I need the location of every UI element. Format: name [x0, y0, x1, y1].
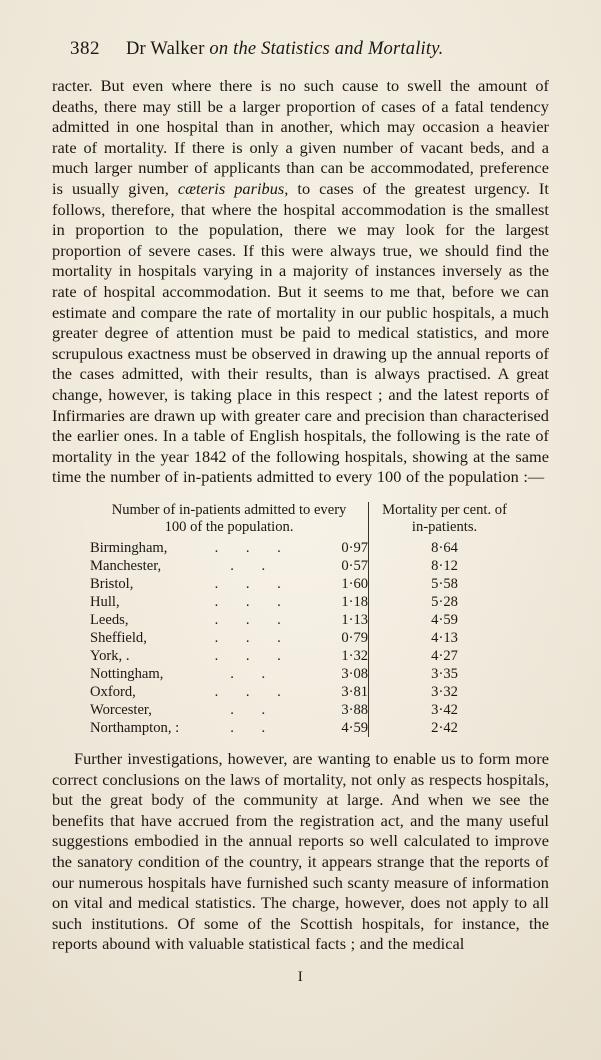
row-leader-dots: . . . [214, 575, 293, 592]
row-leader-dots: . . [230, 701, 278, 718]
row-admitted-value: 3·08 [341, 665, 369, 682]
row-mortality-value: 5·28 [369, 593, 520, 611]
table-row [90, 611, 520, 629]
row-leader-dots: . . [230, 557, 278, 574]
row-city: Nottingham, [90, 665, 164, 682]
column-header-admitted-line1: Number of in-patients admitted to every [111, 501, 347, 518]
column-header-admitted-line2: 100 of the population. [164, 519, 294, 536]
page-header [52, 38, 549, 60]
row-mortality-value: 8·64 [369, 539, 520, 557]
row-mortality-value: 5·58 [369, 575, 520, 593]
row-leader-dots: . . . [214, 611, 293, 628]
table-head [90, 502, 520, 539]
row-mortality-value: 2·42 [369, 719, 520, 737]
paragraph-first-part2: to cases of the greatest urgency. It follows, therefore, that where the hospital accommodation is the smallest in proportion to the population, there we may look for the largest proportion of severe cases. If this were always true, we should find the mortality in hospitals varying in a majority of instances inversely as the rate of hospital accommodation. But it seems to me that, before we can estimate and compare the rate of mortality in our public hospitals, a much greater degree of attention must be paid to medical statistics, and more scrupulous exactness must be observed in drawing up the annual reports of the cases admitted, with their results, than is always practised. A great change, however, is taking place in this respect ; and the latest reports of Infirmaries are drawn up with greater care and precision than characterised the earlier ones. In a table of English hospitals, the following is the rate of mortality in the year 1842 of the following hospitals, showing at the same time the number of in-patients admitted to every 100 of the population :— [52, 178, 549, 487]
row-city: Birmingham, [90, 539, 168, 556]
table-row [90, 593, 520, 611]
mortality-table-wrapper [52, 502, 549, 737]
row-mortality-value: 4·13 [369, 629, 520, 647]
text-column [52, 76, 549, 986]
row-leader-dots: . . [230, 719, 278, 736]
row-leader-dots: . . . [214, 647, 293, 664]
row-leader-dots: . . . [214, 683, 293, 700]
table-row [90, 683, 520, 701]
signature-mark: I [297, 969, 304, 986]
table-row [90, 665, 520, 683]
column-header-mortality-line2: in-patients. [411, 519, 478, 536]
row-admitted-value: 3·81 [341, 683, 369, 700]
table-row [90, 647, 520, 665]
row-city: Northampton, : [90, 719, 180, 736]
column-header-mortality [369, 502, 520, 539]
table-header-row [90, 502, 520, 539]
row-city: Hull, [90, 593, 120, 610]
row-admitted-value: 1·60 [341, 575, 369, 592]
table-row [90, 557, 520, 575]
row-admitted-value: 0·79 [341, 629, 369, 646]
row-city: Manchester, [90, 557, 162, 574]
row-leader-dots: . . . [214, 593, 293, 610]
row-leader-dots: . . [230, 665, 278, 682]
running-head-author: Dr Walker [126, 39, 210, 59]
row-city: Oxford, [90, 683, 136, 700]
paragraph-second: Further investigations, however, are wanting to enable us to form more correct conclusions on the laws of mortality, not only as respects hospitals, but the great body of the community at large. And when we see the benefits that have accrued from the registration act, and the many useful suggestions embodied in the annual reports so well calculated to improve the sanatory condition of the country, it appears strange that the reports of our numerous hospitals have furnished such scanty measure of information on vital and medical statistics. The charge, however, does not apply to all such institutions. Of some of the Scottish hospitals, for instance, the reports abound with valuable statistical facts ; and the medical [52, 749, 549, 954]
table-row [90, 575, 520, 593]
row-city: York, . [90, 647, 130, 664]
row-mortality-value: 4·59 [369, 611, 520, 629]
row-city: Leeds, [90, 611, 129, 628]
row-mortality-value: 3·32 [369, 683, 520, 701]
table-row [90, 539, 520, 557]
row-mortality-value: 3·42 [369, 701, 520, 719]
row-admitted-value: 1·18 [341, 593, 369, 610]
row-leader-dots: . . . [214, 539, 293, 556]
running-head [126, 39, 443, 60]
row-city: Sheffield, [90, 629, 147, 646]
row-mortality-value: 8·12 [369, 557, 520, 575]
column-header-admitted [90, 502, 369, 539]
paragraph-first-italic: cæteris paribus, [177, 178, 289, 198]
paragraph-first-part1: racter. But even where there is no such cause to swell the amount of deaths, there may still be a larger proportion of cases of a fatal tendency admitted in one hospital than in another, which may occasion a heavier rate of mortality. If there is only a given number of vacant beds, and a much larger number of applicants than can be accommodated, preference is usually given, [52, 76, 549, 198]
row-mortality-value: 4·27 [369, 647, 520, 665]
table-row [90, 701, 520, 719]
table-row [90, 719, 520, 737]
table-body [90, 539, 520, 737]
column-header-mortality-line1: Mortality per cent. of [382, 501, 507, 518]
row-admitted-value: 3·88 [341, 701, 369, 718]
row-admitted-value: 4·59 [341, 719, 369, 736]
table-row [90, 629, 520, 647]
paragraph-first [52, 76, 549, 488]
row-admitted-value: 1·13 [341, 611, 369, 628]
row-admitted-value: 0·57 [341, 557, 369, 574]
mortality-table [90, 502, 520, 737]
row-mortality-value: 3·35 [369, 665, 520, 683]
row-leader-dots: . . . [214, 629, 293, 646]
page-number: 382 [70, 38, 100, 59]
row-city: Worcester, [90, 701, 152, 718]
row-admitted-value: 0·97 [341, 539, 369, 556]
row-admitted-value: 1·32 [341, 647, 369, 664]
running-head-title: on the Statistics and Mortality. [209, 39, 444, 59]
row-city: Bristol, [90, 575, 134, 592]
